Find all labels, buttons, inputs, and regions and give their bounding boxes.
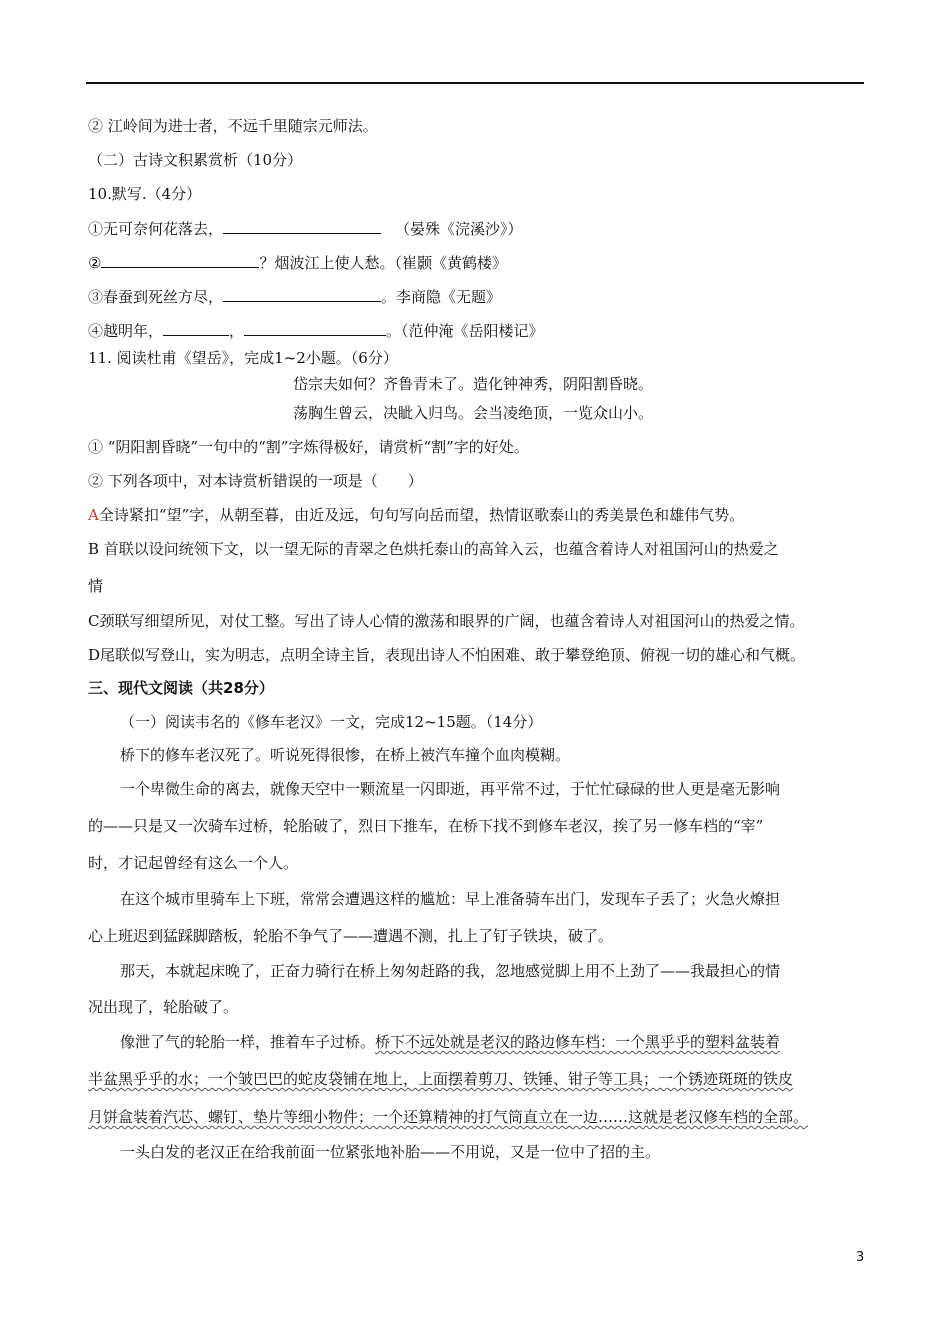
option-b-line-2: 情 (88, 577, 104, 595)
q10-1-prefix: ①无可奈何花落去， (88, 220, 224, 238)
header-rule (86, 82, 864, 84)
option-a-letter: A (88, 506, 99, 524)
paragraph-5-underlined: 桥下不远处就是老汉的路边修车档：一个黑乎乎的塑料盆装着 (375, 1033, 781, 1051)
q10-3-source: 。李商隐《无题》 (381, 288, 502, 306)
paragraph-2-line-2: 的——只是又一次骑车过桥，轮胎破了，烈日下推车，在桥下找不到修车老汉，挨了另一修车档的“宰” (88, 817, 764, 835)
q10-3-prefix: ③春蚕到死丝方尽， (88, 288, 224, 306)
q10-item-1 (88, 218, 523, 239)
q10-2-source: ？烟波江上使人愁。（崔颢《黄鹤楼》 (259, 254, 507, 272)
q10-4-prefix: ④越明年， (88, 322, 164, 340)
subsection-1-title: （一）阅读韦名的《修车老汉》一文，完成12~15题。（14分） (120, 713, 543, 731)
paragraph-5-plain: 像泄了气的轮胎一样，推着车子过桥。 (120, 1033, 376, 1051)
paragraph-4-line-2: 况出现了，轮胎破了。 (88, 998, 239, 1016)
paragraph-1: 桥下的修车老汉死了。听说死得很惨，在桥上被汽车撞个血肉模糊。 (120, 746, 571, 764)
answer-blank[interactable] (101, 252, 259, 268)
option-a-text: 全诗紧扣“望”字，从朝至暮，由近及远，句句写向岳而望，热情讴歌泰山的秀美景色和雄伟气势。 (98, 506, 745, 524)
q10-4-comma: ， (229, 322, 245, 340)
section-2-title: （二）古诗文积累赏析（10分） (88, 151, 303, 169)
answer-blank[interactable] (163, 320, 229, 336)
paragraph-5-line-2: 半盆黑乎乎的水；一个皱巴巴的蛇皮袋铺在地上，上面摆着剪刀、铁锤、钳子等工具；一个锈迹斑斑的铁皮 (88, 1070, 794, 1088)
poem-line-1: 岱宗夫如何？齐鲁青未了。造化钟神秀，阴阳割昏晓。 (293, 375, 654, 393)
q10-item-4 (88, 320, 544, 341)
q10-2-prefix: ② (88, 254, 102, 272)
option-a (88, 505, 744, 525)
page-number: 3 (856, 1250, 865, 1265)
answer-blank[interactable] (244, 320, 386, 336)
paragraph-2-line-3: 时，才记起曾经有这么一个人。 (88, 854, 299, 872)
q11-title: 11. 阅读杜甫《望岳》，完成1~2小题。（6分） (88, 349, 398, 367)
answer-blank[interactable] (223, 286, 381, 302)
paragraph-6: 一头白发的老汉正在给我前面一位紧张地补胎——不用说，又是一位中了招的主。 (120, 1143, 661, 1161)
q11-sub-1: ① “阴阳割昏晓”一句中的“割”字炼得极好，请赏析“割”字的好处。 (88, 438, 529, 456)
paragraph-3-line-1: 在这个城市里骑车上下班，常常会遭遇这样的尴尬：早上准备骑车出门，发现车子丢了；火急火燎担 (120, 890, 781, 908)
option-d: D尾联似写登山，实为明志，点明全诗主旨，表现出诗人不怕困难、敢于攀登绝顶、俯视一切的雄心和气概。 (88, 646, 806, 664)
section-3-title: 三、现代文阅读（共28分） (88, 679, 274, 697)
q10-1-source: （晏殊《浣溪沙》） (395, 220, 523, 238)
q10-item-3 (88, 286, 501, 307)
answer-blank[interactable] (223, 218, 381, 234)
q10-item-2 (88, 252, 507, 273)
paragraph-2-line-1: 一个卑微生命的离去，就像天空中一颗流星一闪即逝，再平常不过，于忙忙碌碌的世人更是毫无影响 (120, 780, 781, 798)
q11-sub-2: ② 下列各项中，对本诗赏析错误的一项是（ ） (88, 472, 423, 490)
option-b-line-1: B 首联以设问统领下文，以一望无际的青翠之色烘托泰山的高耸入云，也蕴含着诗人对祖国河山的热爱之 (88, 540, 779, 558)
paragraph-3-line-2: 心上班迟到猛踩脚踏板，轮胎不争气了——遭遇不测，扎上了钉子铁块，破了。 (88, 927, 614, 945)
option-c: C颈联写细望所见，对仗工整。写出了诗人心情的激荡和眼界的广阔，也蕴含着诗人对祖国河山的热爱之情。 (88, 612, 805, 630)
paragraph-5-line-3: 月饼盒装着汽芯、螺钉、垫片等细小物件；一个还算精神的打气筒直立在一边……这就是老汉修车档的全部。 (88, 1108, 809, 1126)
poem-line-2: 荡胸生曾云，决眦入归鸟。会当凌绝顶，一览众山小。 (293, 404, 654, 422)
q10-4-source: 。（范仲淹《岳阳楼记》 (386, 322, 544, 340)
paragraph-5-line-1 (120, 1032, 780, 1052)
paragraph-4-line-1: 那天，本就起床晚了，正奋力骑行在桥上匆匆赶路的我，忽地感觉脚上用不上劲了——我最担心的情 (120, 962, 781, 980)
q9-item-2: ② 江岭间为进士者，不远千里随宗元师法。 (88, 117, 378, 135)
q10-title: 10.默写.（4分） (88, 185, 202, 203)
